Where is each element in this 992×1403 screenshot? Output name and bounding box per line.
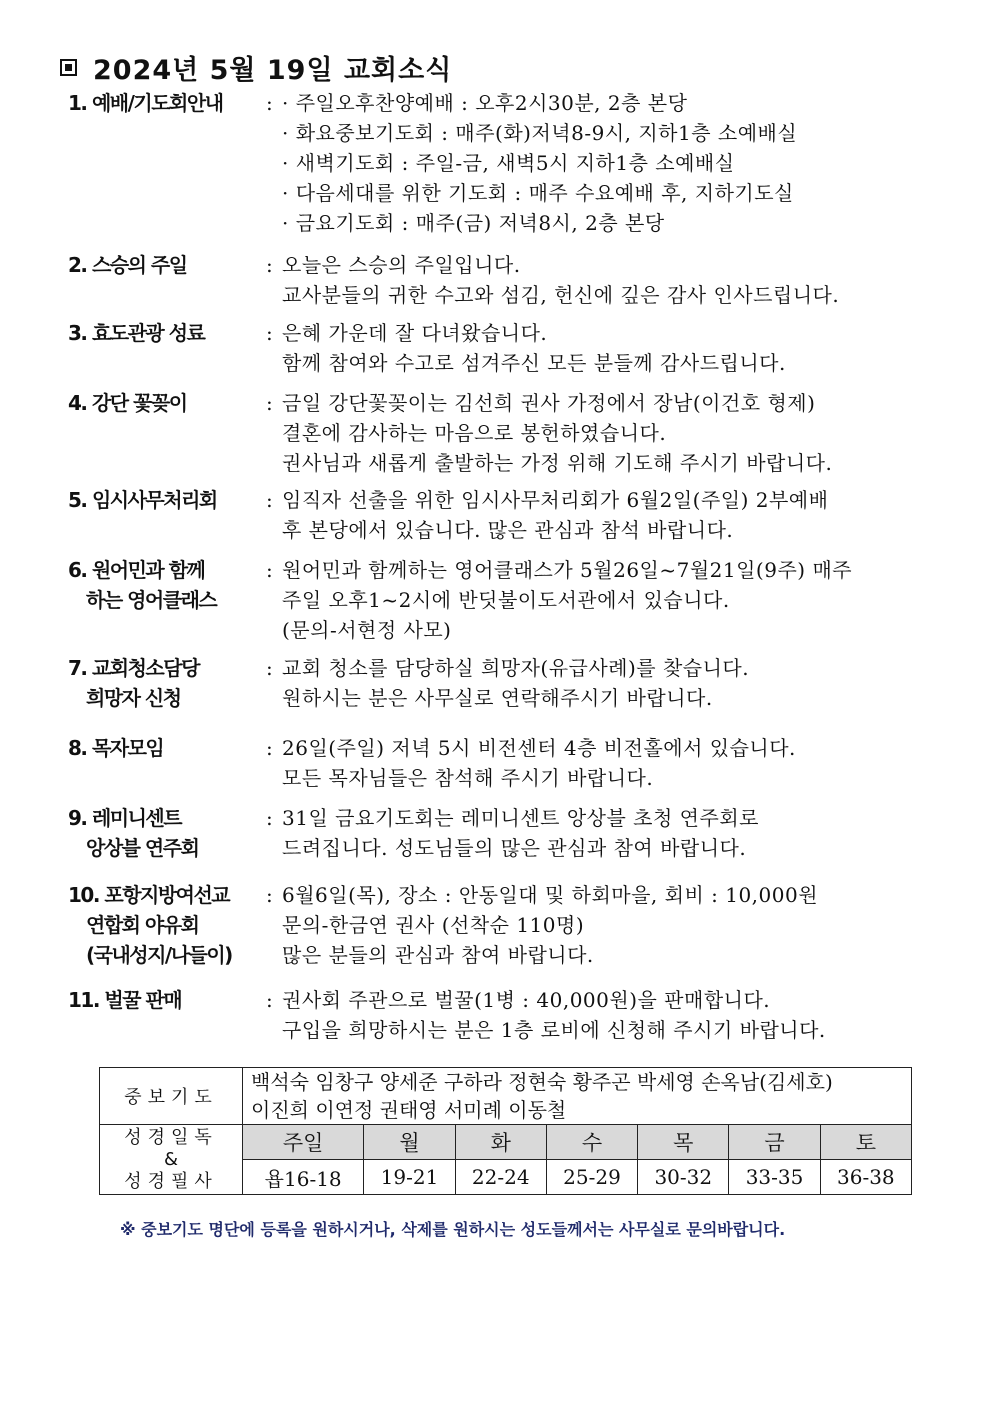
news-item-body <box>282 985 922 1045</box>
news-item-label <box>68 880 263 970</box>
news-item-line: 후 본당에서 있습니다. 많은 관심과 참석 바랍니다. <box>282 518 734 542</box>
news-item-label-line: 5. 임시사무처리회 <box>68 488 217 512</box>
news-item-line: · 금요기도회 : 매주(금) 저녁8시, 2층 본당 <box>282 211 665 235</box>
day-cell: 수 <box>546 1125 637 1160</box>
news-item-colon: : <box>266 736 273 760</box>
reading-days-row <box>100 1125 912 1160</box>
news-item-line: 권사님과 새롭게 출발하는 가정 위해 기도해 주시기 바랍니다. <box>282 451 833 475</box>
news-item-line: · 새벽기도회 : 주일-금, 새벽5시 지하1층 소예배실 <box>282 151 735 175</box>
news-item-label-line: 9. 레미니센트 <box>68 806 182 830</box>
chapter-cell: 22-24 <box>455 1160 546 1195</box>
news-item-line: · 주일오후찬양예배 : 오후2시30분, 2층 본당 <box>282 91 688 115</box>
news-item-line: (문의-서현정 사모) <box>282 618 452 642</box>
news-item-label-line: 2. 스승의 주일 <box>68 253 187 277</box>
news-item-colon: : <box>266 321 273 345</box>
news-item-line: 31일 금요기도회는 레미니센트 앙상블 초청 연주회로 <box>282 806 759 830</box>
chapter-cell: 33-35 <box>729 1160 820 1195</box>
news-item-line: 26일(주일) 저녁 5시 비전센터 4층 비전홀에서 있습니다. <box>282 736 796 760</box>
prayer-names <box>243 1068 912 1125</box>
news-item-line: · 다음세대를 위한 기도회 : 매주 수요예배 후, 지하기도실 <box>282 181 794 205</box>
news-item-body <box>282 803 922 863</box>
chapter-cell: 19-21 <box>364 1160 455 1195</box>
news-item-line: 은혜 가운데 잘 다녀왔습니다. <box>282 321 548 345</box>
news-item-line: 6월6일(목), 장소 : 안동일대 및 하회마을, 회비 : 10,000원 <box>282 883 819 907</box>
news-item-line: 구입을 희망하시는 분은 1층 로비에 신청해 주시기 바랍니다. <box>282 1018 826 1042</box>
news-item-colon: : <box>266 883 273 907</box>
news-item-label-line: 3. 효도관광 성료 <box>68 321 205 345</box>
prayer-reading-table <box>99 1067 912 1195</box>
news-item-line: 드려집니다. 성도님들의 많은 관심과 참여 바랍니다. <box>282 836 747 860</box>
news-item-colon: : <box>266 988 273 1012</box>
news-item-line: 권사회 주관으로 벌꿀(1병 : 40,000원)을 판매합니다. <box>282 988 771 1012</box>
news-item-label-line: (국내성지/나들이) <box>86 943 232 967</box>
prayer-reading-table-wrap <box>99 1067 912 1195</box>
news-item-label-line: 4. 강단 꽃꽂이 <box>68 391 187 415</box>
reading-header <box>100 1125 243 1195</box>
news-item-colon: : <box>266 253 273 277</box>
news-item-label-line: 11. 벌꿀 판매 <box>68 988 182 1012</box>
prayer-header: 중보기도 <box>100 1068 243 1125</box>
news-item-label-line: 1. 예배/기도회안내 <box>68 91 223 115</box>
news-item-label-line: 하는 영어클래스 <box>86 588 217 612</box>
news-item-line: 교회 청소를 담당하실 희망자(유급사례)를 찾습니다. <box>282 656 750 680</box>
news-item-label-line: 8. 목자모임 <box>68 736 164 760</box>
day-cell: 월 <box>364 1125 455 1160</box>
news-item-line: 문의-한금연 권사 (선착순 110명) <box>282 913 585 937</box>
news-item-body <box>282 733 922 793</box>
news-item-colon: : <box>266 656 273 680</box>
reading-header-line: 성경일독 <box>124 1126 218 1148</box>
news-item-colon: : <box>266 391 273 415</box>
day-cell: 주일 <box>243 1125 364 1160</box>
news-item-line: 원어민과 함께하는 영어클래스가 5월26일~7월21일(9주) 매주 <box>282 558 853 582</box>
chapter-cell: 36-38 <box>820 1160 911 1195</box>
news-item-body <box>282 318 922 378</box>
news-item-line: 금일 강단꽃꽂이는 김선희 권사 가정에서 장남(이건호 형제) <box>282 391 816 415</box>
footnote: ※ 중보기도 명단에 등록을 원하시거나, 삭제를 원하시는 성도들께서는 사무실로 문의바랍니다. <box>120 1220 786 1239</box>
news-item-label <box>68 733 263 763</box>
prayer-names-line: 백석숙 임창구 양세준 구하라 정현숙 황주곤 박세영 손옥남(김세호) <box>251 1070 833 1094</box>
news-item-body <box>282 88 922 238</box>
news-item-line: 함께 참여와 수고로 섬겨주신 모든 분들께 감사드립니다. <box>282 351 786 375</box>
news-item-line: 오늘은 스승의 주일입니다. <box>282 253 521 277</box>
news-item-line: 모든 목자님들은 참석해 주시기 바랍니다. <box>282 766 654 790</box>
day-cell: 토 <box>820 1125 911 1160</box>
news-item-label-line: 7. 교회청소담당 <box>68 656 199 680</box>
news-item-colon: : <box>266 806 273 830</box>
news-item-colon: : <box>266 488 273 512</box>
chapter-cell: 욥16-18 <box>243 1160 364 1195</box>
chapter-cell: 25-29 <box>546 1160 637 1195</box>
day-cell: 금 <box>729 1125 820 1160</box>
news-item-label <box>68 318 263 348</box>
news-item-line: · 화요중보기도회 : 매주(화)저녁8-9시, 지하1층 소예배실 <box>282 121 798 145</box>
news-item-label <box>68 485 263 515</box>
news-item-body <box>282 880 922 970</box>
news-item-label <box>68 555 263 615</box>
news-item-line: 결혼에 감사하는 마음으로 봉헌하였습니다. <box>282 421 667 445</box>
news-item-label <box>68 250 263 280</box>
news-item-line: 주일 오후1~2시에 반딧불이도서관에서 있습니다. <box>282 588 730 612</box>
news-item-body <box>282 555 922 645</box>
news-item-label-line: 10. 포항지방여선교 <box>68 883 230 907</box>
news-item-label <box>68 803 263 863</box>
news-item-body <box>282 653 922 713</box>
page-title <box>60 48 452 87</box>
news-item-label-line: 연합회 야유회 <box>86 913 199 937</box>
news-item-line: 교사분들의 귀한 수고와 섬김, 헌신에 깊은 감사 인사드립니다. <box>282 283 840 307</box>
news-item-body <box>282 388 922 478</box>
news-item-label <box>68 985 263 1015</box>
news-item-label <box>68 88 263 118</box>
day-cell: 화 <box>455 1125 546 1160</box>
news-item-label <box>68 388 263 418</box>
news-item-body <box>282 250 922 310</box>
news-item-label-line: 6. 원어민과 함께 <box>68 558 205 582</box>
news-item-colon: : <box>266 91 273 115</box>
news-item-label-line: 희망자 신청 <box>86 686 181 710</box>
reading-header-line: & <box>163 1148 179 1170</box>
chapter-cell: 30-32 <box>638 1160 729 1195</box>
news-item-label <box>68 653 263 713</box>
prayer-row <box>100 1068 912 1125</box>
reading-header-line: 성경필사 <box>124 1170 218 1192</box>
news-item-body <box>282 485 922 545</box>
news-item-line: 임직자 선출을 위한 임시사무처리회가 6월2일(주일) 2부예배 <box>282 488 829 512</box>
day-cell: 목 <box>638 1125 729 1160</box>
news-item-line: 많은 분들의 관심과 참여 바랍니다. <box>282 943 594 967</box>
news-item-colon: : <box>266 558 273 582</box>
checkbox-square-icon <box>60 59 77 76</box>
news-item-line: 원하시는 분은 사무실로 연락해주시기 바랍니다. <box>282 686 713 710</box>
prayer-names-line: 이진희 이연정 권태영 서미례 이동철 <box>251 1098 567 1122</box>
news-item-label-line: 앙상블 연주회 <box>86 836 199 860</box>
page-title-text: 2024년 5월 19일 교회소식 <box>93 55 453 86</box>
